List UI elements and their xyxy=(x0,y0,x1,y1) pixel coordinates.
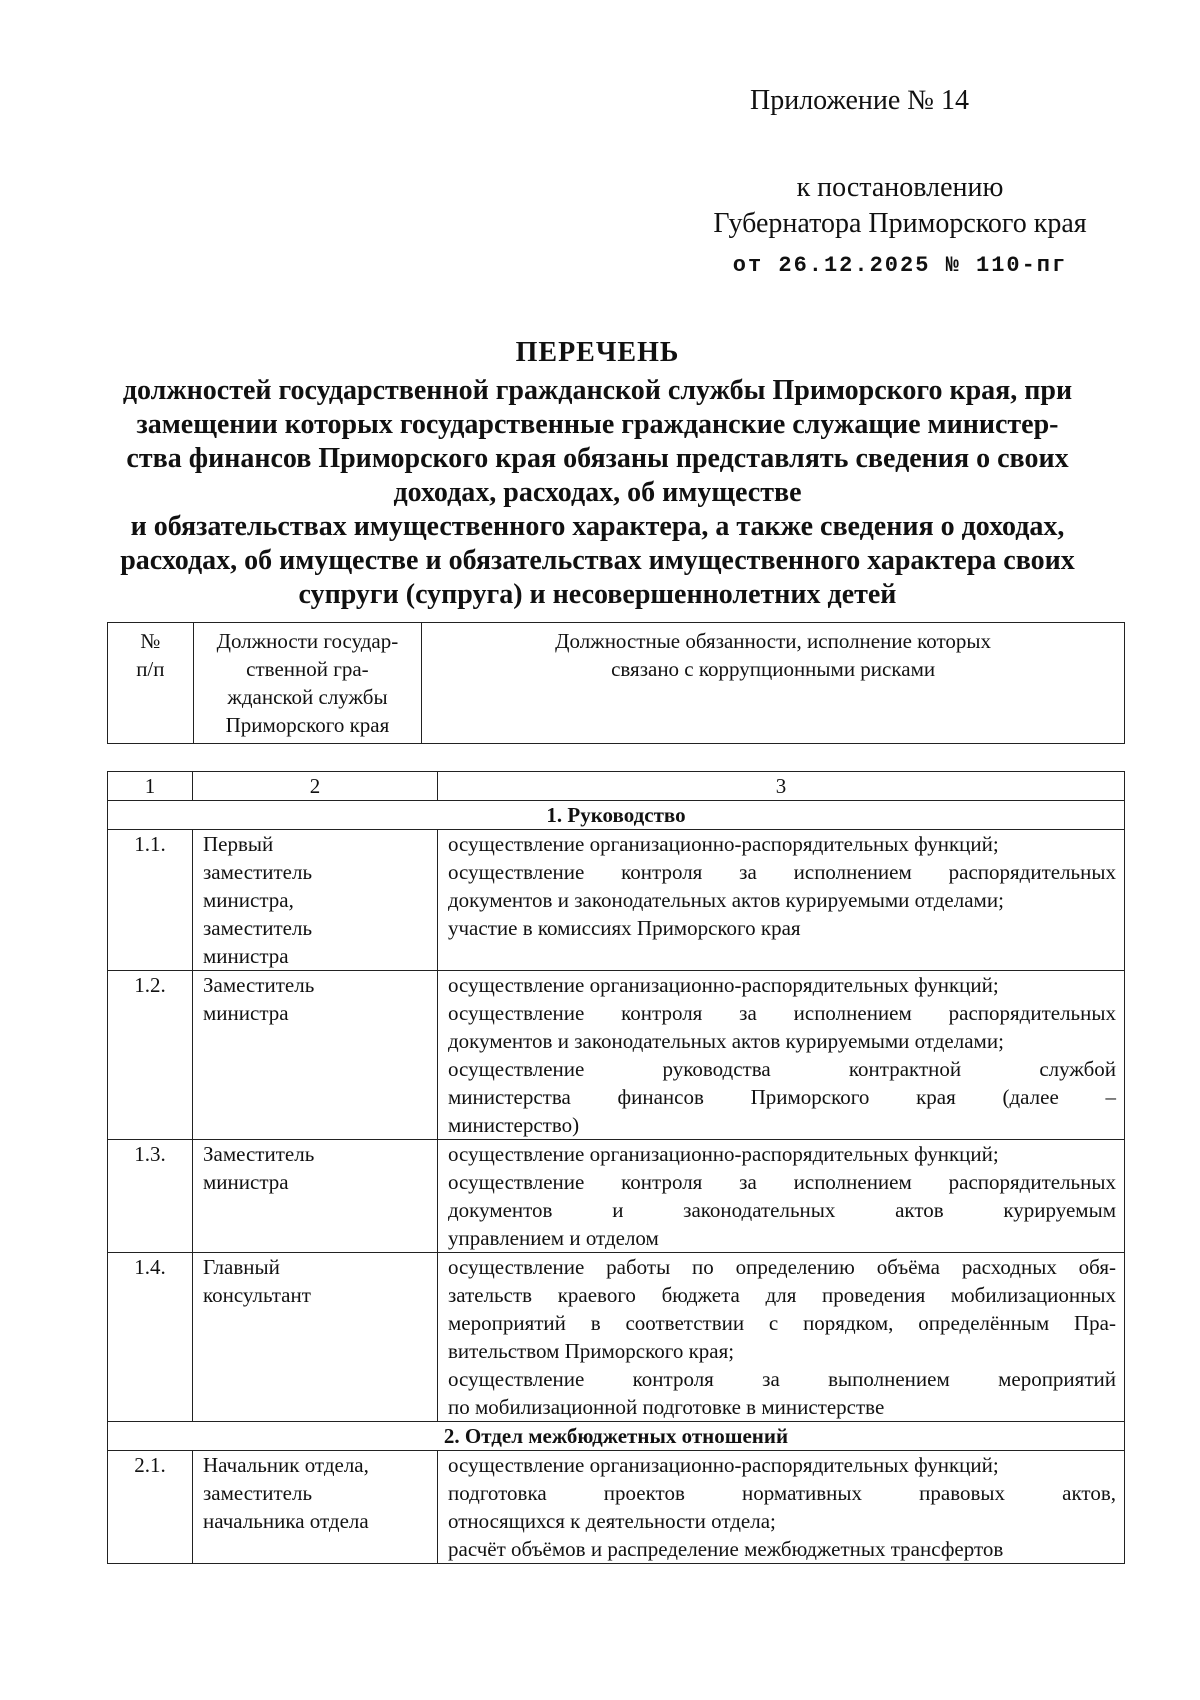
title-heading: ПЕРЕЧЕНЬ xyxy=(515,337,680,368)
table-header-row xyxy=(108,623,1125,744)
title-line: супруги (супруга) и несовершеннолетних детей xyxy=(298,579,897,610)
title-line: и обязательствах имущественного характера, а также сведения о доходах, xyxy=(130,511,1065,542)
column-number: 3 xyxy=(438,772,1125,801)
position-cell: Первый заместитель министра, заместитель министра xyxy=(193,830,438,971)
table-row xyxy=(108,971,1125,1140)
table-row xyxy=(108,1253,1125,1422)
appendix-label: Приложение № 14 xyxy=(750,85,969,116)
row-number: 1.4. xyxy=(108,1253,193,1422)
table-row xyxy=(108,1140,1125,1253)
row-number: 1.2. xyxy=(108,971,193,1140)
positions-table xyxy=(107,771,1125,1564)
header-cell-number: № п/п xyxy=(108,623,194,744)
issuer-text: Губернатора Приморского края xyxy=(713,208,1087,239)
document-title xyxy=(120,336,1075,612)
section-title: 1. Руководство xyxy=(108,801,1125,830)
row-number: 2.1. xyxy=(108,1451,193,1564)
column-number: 2 xyxy=(193,772,438,801)
position-cell: Главный консультант xyxy=(193,1253,438,1422)
duties-cell: осуществление организационно-распорядительных функций; осуществление контроля за исполнением распорядительных документов и законодательных актов курируемым управлением и отделом xyxy=(438,1140,1125,1253)
table-header xyxy=(107,622,1125,744)
title-line: доходах, расходах, об имуществе xyxy=(393,477,802,508)
table-row xyxy=(108,1451,1125,1564)
to-resolution-text: к постановлению xyxy=(796,172,1004,203)
section-row xyxy=(108,801,1125,830)
title-line: ства финансов Приморского края обязаны представлять сведения о своих xyxy=(126,443,1069,474)
table-row xyxy=(108,830,1125,971)
header-cell-position: Должности государ- ственной гра- жданской службы Приморского края xyxy=(193,623,422,744)
position-cell: Начальник отдела, заместитель начальника отдела xyxy=(193,1451,438,1564)
row-number: 1.3. xyxy=(108,1140,193,1253)
section-title: 2. Отдел межбюджетных отношений xyxy=(108,1422,1125,1451)
resolution-reference xyxy=(680,170,1120,284)
date-number-stamp: от 26.12.2025 № 110-пг xyxy=(732,253,1068,278)
row-number: 1.1. xyxy=(108,830,193,971)
title-line: должностей государственной гражданской службы Приморского края, при xyxy=(122,375,1073,406)
title-line: расходах, об имуществе и обязательствах имущественного характера своих xyxy=(120,545,1075,576)
position-cell: Заместитель министра xyxy=(193,1140,438,1253)
position-cell: Заместитель министра xyxy=(193,971,438,1140)
duties-cell: осуществление организационно-распорядительных функций; осуществление контроля за исполнением распорядительных документов и законодательных актов курируемыми отделами; участие в комиссиях Приморского края xyxy=(438,830,1125,971)
section-row xyxy=(108,1422,1125,1451)
header-cell-duties: Должностные обязанности, исполнение которых связано с коррупционными рисками xyxy=(422,623,1125,744)
duties-cell: осуществление работы по определению объёма расходных обя- зательств краевого бюджета для проведения мобилизационных мероприятий в соответствии с порядком, определённым Пра- вительством Приморского края; осуществление контроля за выполнением мероприятий по мобилизационной подготовке в министерстве xyxy=(438,1253,1125,1422)
duties-cell: осуществление организационно-распорядительных функций; подготовка проектов нормативных правовых актов, относящихся к деятельности отдела; расчёт объёмов и распределение межбюджетных трансфертов xyxy=(438,1451,1125,1564)
title-line: замещении которых государственные гражданские служащие министер- xyxy=(136,409,1059,440)
column-number: 1 xyxy=(108,772,193,801)
column-number-row xyxy=(108,772,1125,801)
duties-cell: осуществление организационно-распорядительных функций; осуществление контроля за исполнением распорядительных документов и законодательных актов курируемыми отделами; осуществление руководства контрактной службой министерства финансов Приморского края (далее – министерство) xyxy=(438,971,1125,1140)
